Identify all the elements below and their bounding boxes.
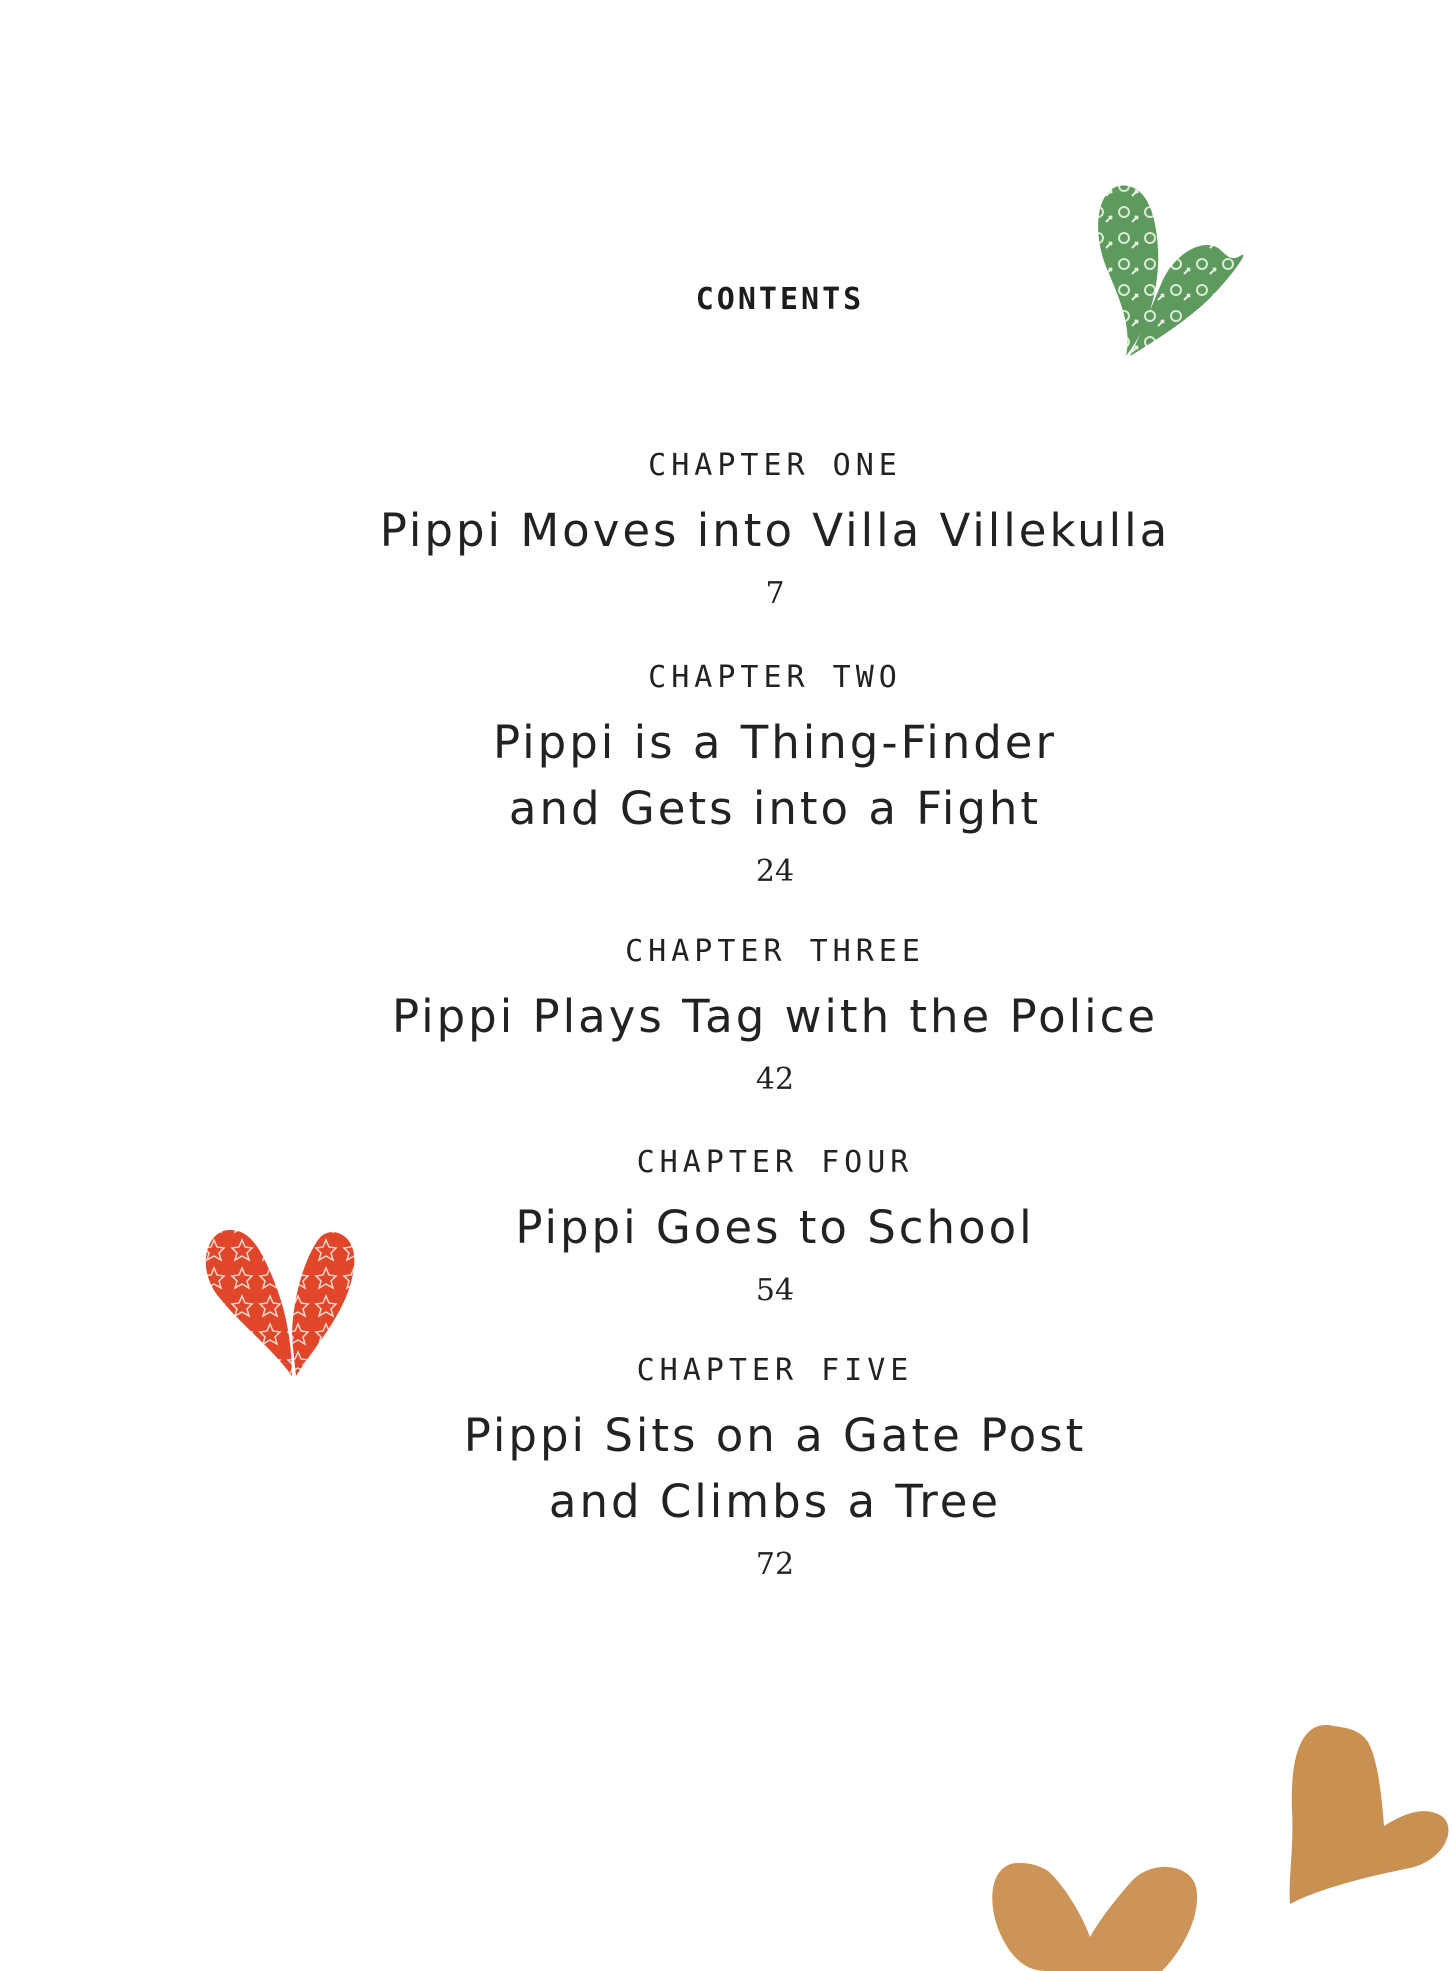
chapter-title-line: Pippi Sits on a Gate Post xyxy=(463,1409,1087,1462)
chapter-label: CHAPTER THREE xyxy=(625,934,925,969)
chapter-page-number: 72 xyxy=(755,1547,795,1582)
chapter-entry-3[interactable] xyxy=(0,934,1453,1098)
chapter-entry-5[interactable] xyxy=(0,1353,1453,1583)
chapter-title xyxy=(0,984,1453,1050)
chapter-title-line: Pippi Plays Tag with the Police xyxy=(391,990,1159,1043)
chapter-page-number: 7 xyxy=(765,576,785,611)
chapter-title xyxy=(0,710,1453,842)
red-heart-icon xyxy=(200,1208,360,1380)
brown-heart-icon xyxy=(1280,1720,1453,1910)
chapter-entry-2[interactable] xyxy=(0,660,1453,890)
chapter-entry-1[interactable] xyxy=(0,448,1453,612)
chapter-page-number: 54 xyxy=(755,1273,795,1308)
chapter-title-line: Pippi Goes to School xyxy=(515,1201,1035,1254)
chapter-title xyxy=(0,498,1453,564)
chapter-title-line: and Gets into a Fight xyxy=(508,782,1042,835)
chapter-page-number: 42 xyxy=(755,1062,795,1097)
chapter-title-line: Pippi Moves into Villa Villekulla xyxy=(379,504,1171,557)
chapter-label: CHAPTER FIVE xyxy=(636,1353,914,1388)
chapter-title-line: and Climbs a Tree xyxy=(548,1475,1002,1528)
chapter-label: CHAPTER ONE xyxy=(648,448,902,483)
chapter-page-number: 24 xyxy=(755,854,795,889)
chapter-title xyxy=(0,1403,1453,1535)
chapter-label: CHAPTER FOUR xyxy=(636,1145,914,1180)
chapter-label: CHAPTER TWO xyxy=(648,660,902,695)
green-heart-icon xyxy=(1090,178,1260,368)
contents-heading: CONTENTS xyxy=(695,282,865,317)
chapter-title-line: Pippi is a Thing-Finder xyxy=(493,716,1057,769)
brown-heart-icon xyxy=(990,1855,1210,1971)
